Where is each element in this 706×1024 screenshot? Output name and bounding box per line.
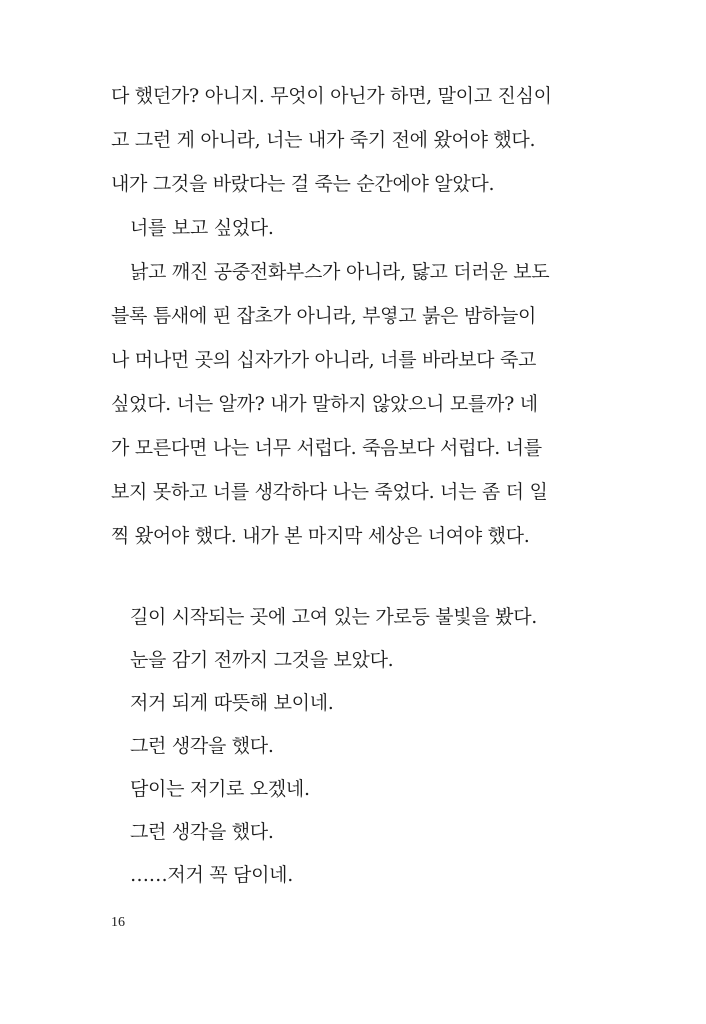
text-line: 고 그런 게 아니라, 너는 내가 죽기 전에 왔어야 했다. (111, 129, 536, 151)
text-line: 찍 왔어야 했다. 내가 본 마지막 세상은 너여야 했다. (111, 525, 530, 547)
text-line: 다 했던가? 아니지. 무엇이 아닌가 하면, 말이고 진심이 (111, 85, 552, 107)
text-line: 눈을 감기 전까지 그것을 보았다. (130, 649, 394, 671)
text-line: 그런 생각을 했다. (130, 821, 274, 843)
text-line: 너를 보고 싶었다. (130, 217, 274, 239)
section-break (111, 558, 561, 596)
text-line: 블록 틈새에 핀 잡초가 아니라, 부옇고 붉은 밤하늘이 (111, 305, 537, 327)
text-line: ……저거 꼭 담이네. (130, 864, 293, 886)
page-number: 16 (111, 915, 125, 930)
text-line: 저거 되게 따뜻해 보이네. (130, 692, 334, 714)
text-line: 낡고 깨진 공중전화부스가 아니라, 닳고 더러운 보도 (130, 261, 550, 283)
text-line: 그런 생각을 했다. (130, 735, 274, 757)
body-text (111, 74, 561, 897)
second-section (111, 596, 561, 897)
text-line: 내가 그것을 바랐다는 걸 죽는 순간에야 알았다. (111, 173, 495, 195)
text-line: 나 머나먼 곳의 십자가가 아니라, 너를 바라보다 죽고 (111, 349, 537, 371)
text-line: 담이는 저기로 오겠네. (130, 778, 310, 800)
text-line: 보지 못하고 너를 생각하다 나는 죽었다. 너는 좀 더 일 (111, 481, 548, 503)
text-line: 가 모른다면 나는 너무 서럽다. 죽음보다 서럽다. 너를 (111, 437, 542, 459)
text-line: 길이 시작되는 곳에 고여 있는 가로등 불빛을 봤다. (130, 606, 537, 628)
text-line: 싶었다. 너는 알까? 내가 말하지 않았으니 모를까? 네 (111, 393, 538, 415)
